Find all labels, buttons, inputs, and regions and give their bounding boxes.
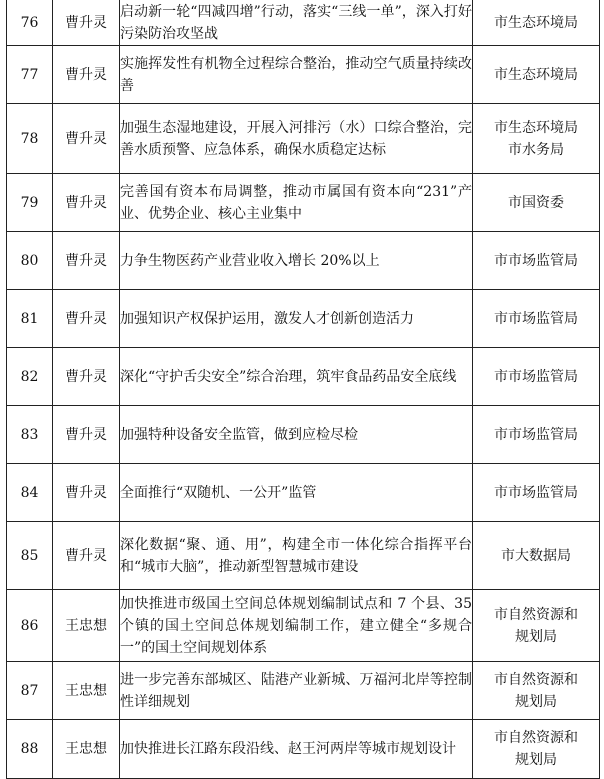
responsible-department xyxy=(473,590,600,662)
responsible-department xyxy=(473,290,600,348)
table-row xyxy=(7,0,600,46)
responsible-department xyxy=(473,104,600,174)
task-description: 加强特种设备安全监管，做到应检尽检 xyxy=(120,406,473,464)
task-description: 加快推进市级国土空间总体规划编制试点和 7 个县、35 个镇的国土空间总体规划编制工作，建立健全“多规合一”的国土空间规划体系 xyxy=(120,590,473,662)
responsible-leader: 王忠想 xyxy=(53,662,120,720)
department-name: 市市场监管局 xyxy=(494,368,578,385)
table-row xyxy=(7,590,600,662)
table-row xyxy=(7,232,600,290)
responsible-department xyxy=(473,0,600,46)
task-description: 深化“守护舌尖安全”综合治理，筑牢食品药品安全底线 xyxy=(120,348,473,406)
responsible-department xyxy=(473,348,600,406)
responsible-department xyxy=(473,46,600,104)
responsible-leader: 曹升灵 xyxy=(53,406,120,464)
task-description: 加快推进长江路东段沿线、赵王河两岸等城市规划设计 xyxy=(120,720,473,779)
task-description: 进一步完善东部城区、陆港产业新城、万福河北岸等控制性详细规划 xyxy=(120,662,473,720)
responsible-leader: 王忠想 xyxy=(53,720,120,779)
task-table-body xyxy=(7,0,600,779)
task-description: 力争生物医药产业营业收入增长 20%以上 xyxy=(120,232,473,290)
row-number: 82 xyxy=(7,348,53,406)
row-number: 88 xyxy=(7,720,53,779)
row-number: 87 xyxy=(7,662,53,720)
table-row xyxy=(7,348,600,406)
department-name: 市市场监管局 xyxy=(494,484,578,501)
row-number: 85 xyxy=(7,522,53,590)
responsible-department xyxy=(473,232,600,290)
responsible-department xyxy=(473,464,600,522)
table-row xyxy=(7,406,600,464)
table-row xyxy=(7,174,600,232)
task-description: 启动新一轮“四减四增”行动，落实“三线一单”，深入打好污染防治攻坚战 xyxy=(120,0,473,46)
task-description: 加强生态湿地建设，开展入河排污（水）口综合整治，完善水质预警、应急体系，确保水质稳定达标 xyxy=(120,104,473,174)
task-table xyxy=(6,0,600,779)
department-name: 市生态环境局 xyxy=(494,119,578,136)
responsible-leader: 曹升灵 xyxy=(53,104,120,174)
responsible-leader: 曹升灵 xyxy=(53,0,120,46)
task-description: 实施挥发性有机物全过程综合整治，推动空气质量持续改善 xyxy=(120,46,473,104)
table-row xyxy=(7,46,600,104)
row-number: 77 xyxy=(7,46,53,104)
department-name: 市水务局 xyxy=(508,141,564,158)
responsible-leader: 曹升灵 xyxy=(53,290,120,348)
department-name: 规划局 xyxy=(515,693,557,710)
responsible-leader: 王忠想 xyxy=(53,590,120,662)
department-name: 市自然资源和 xyxy=(494,730,578,746)
department-name: 市生态环境局 xyxy=(494,14,578,31)
department-name: 市自然资源和 xyxy=(494,671,578,688)
department-name: 市自然资源和 xyxy=(494,606,578,623)
responsible-department xyxy=(473,522,600,590)
row-number: 84 xyxy=(7,464,53,522)
department-name: 规划局 xyxy=(515,628,557,645)
row-number: 81 xyxy=(7,290,53,348)
task-description: 全面推行“双随机、一公开”监管 xyxy=(120,464,473,522)
row-number: 80 xyxy=(7,232,53,290)
department-name: 市国资委 xyxy=(508,194,564,211)
department-name: 市市场监管局 xyxy=(494,426,578,443)
table-row xyxy=(7,464,600,522)
task-description: 完善国有资本布局调整，推动市属国有资本向“231”产业、优势企业、核心主业集中 xyxy=(120,174,473,232)
row-number: 86 xyxy=(7,590,53,662)
responsible-leader: 曹升灵 xyxy=(53,232,120,290)
department-name: 市市场监管局 xyxy=(494,310,578,327)
responsible-department xyxy=(473,174,600,232)
table-row xyxy=(7,290,600,348)
table-row xyxy=(7,522,600,590)
responsible-department xyxy=(473,662,600,720)
responsible-leader: 曹升灵 xyxy=(53,46,120,104)
department-name: 市生态环境局 xyxy=(494,66,578,83)
responsible-leader: 曹升灵 xyxy=(53,348,120,406)
row-number: 79 xyxy=(7,174,53,232)
department-name: 市大数据局 xyxy=(501,547,571,564)
task-description: 深化数据“聚、通、用”，构建全市一体化综合指挥平台和“城市大脑”，推动新型智慧城市建设 xyxy=(120,522,473,590)
row-number: 83 xyxy=(7,406,53,464)
responsible-leader: 曹升灵 xyxy=(53,174,120,232)
department-name: 市市场监管局 xyxy=(494,252,578,269)
department-name: 规划局 xyxy=(515,752,557,768)
table-row xyxy=(7,104,600,174)
responsible-leader: 曹升灵 xyxy=(53,522,120,590)
task-description: 加强知识产权保护运用，激发人才创新创造活力 xyxy=(120,290,473,348)
table-row xyxy=(7,662,600,720)
row-number: 78 xyxy=(7,104,53,174)
responsible-leader: 曹升灵 xyxy=(53,464,120,522)
row-number: 76 xyxy=(7,0,53,46)
responsible-department xyxy=(473,406,600,464)
